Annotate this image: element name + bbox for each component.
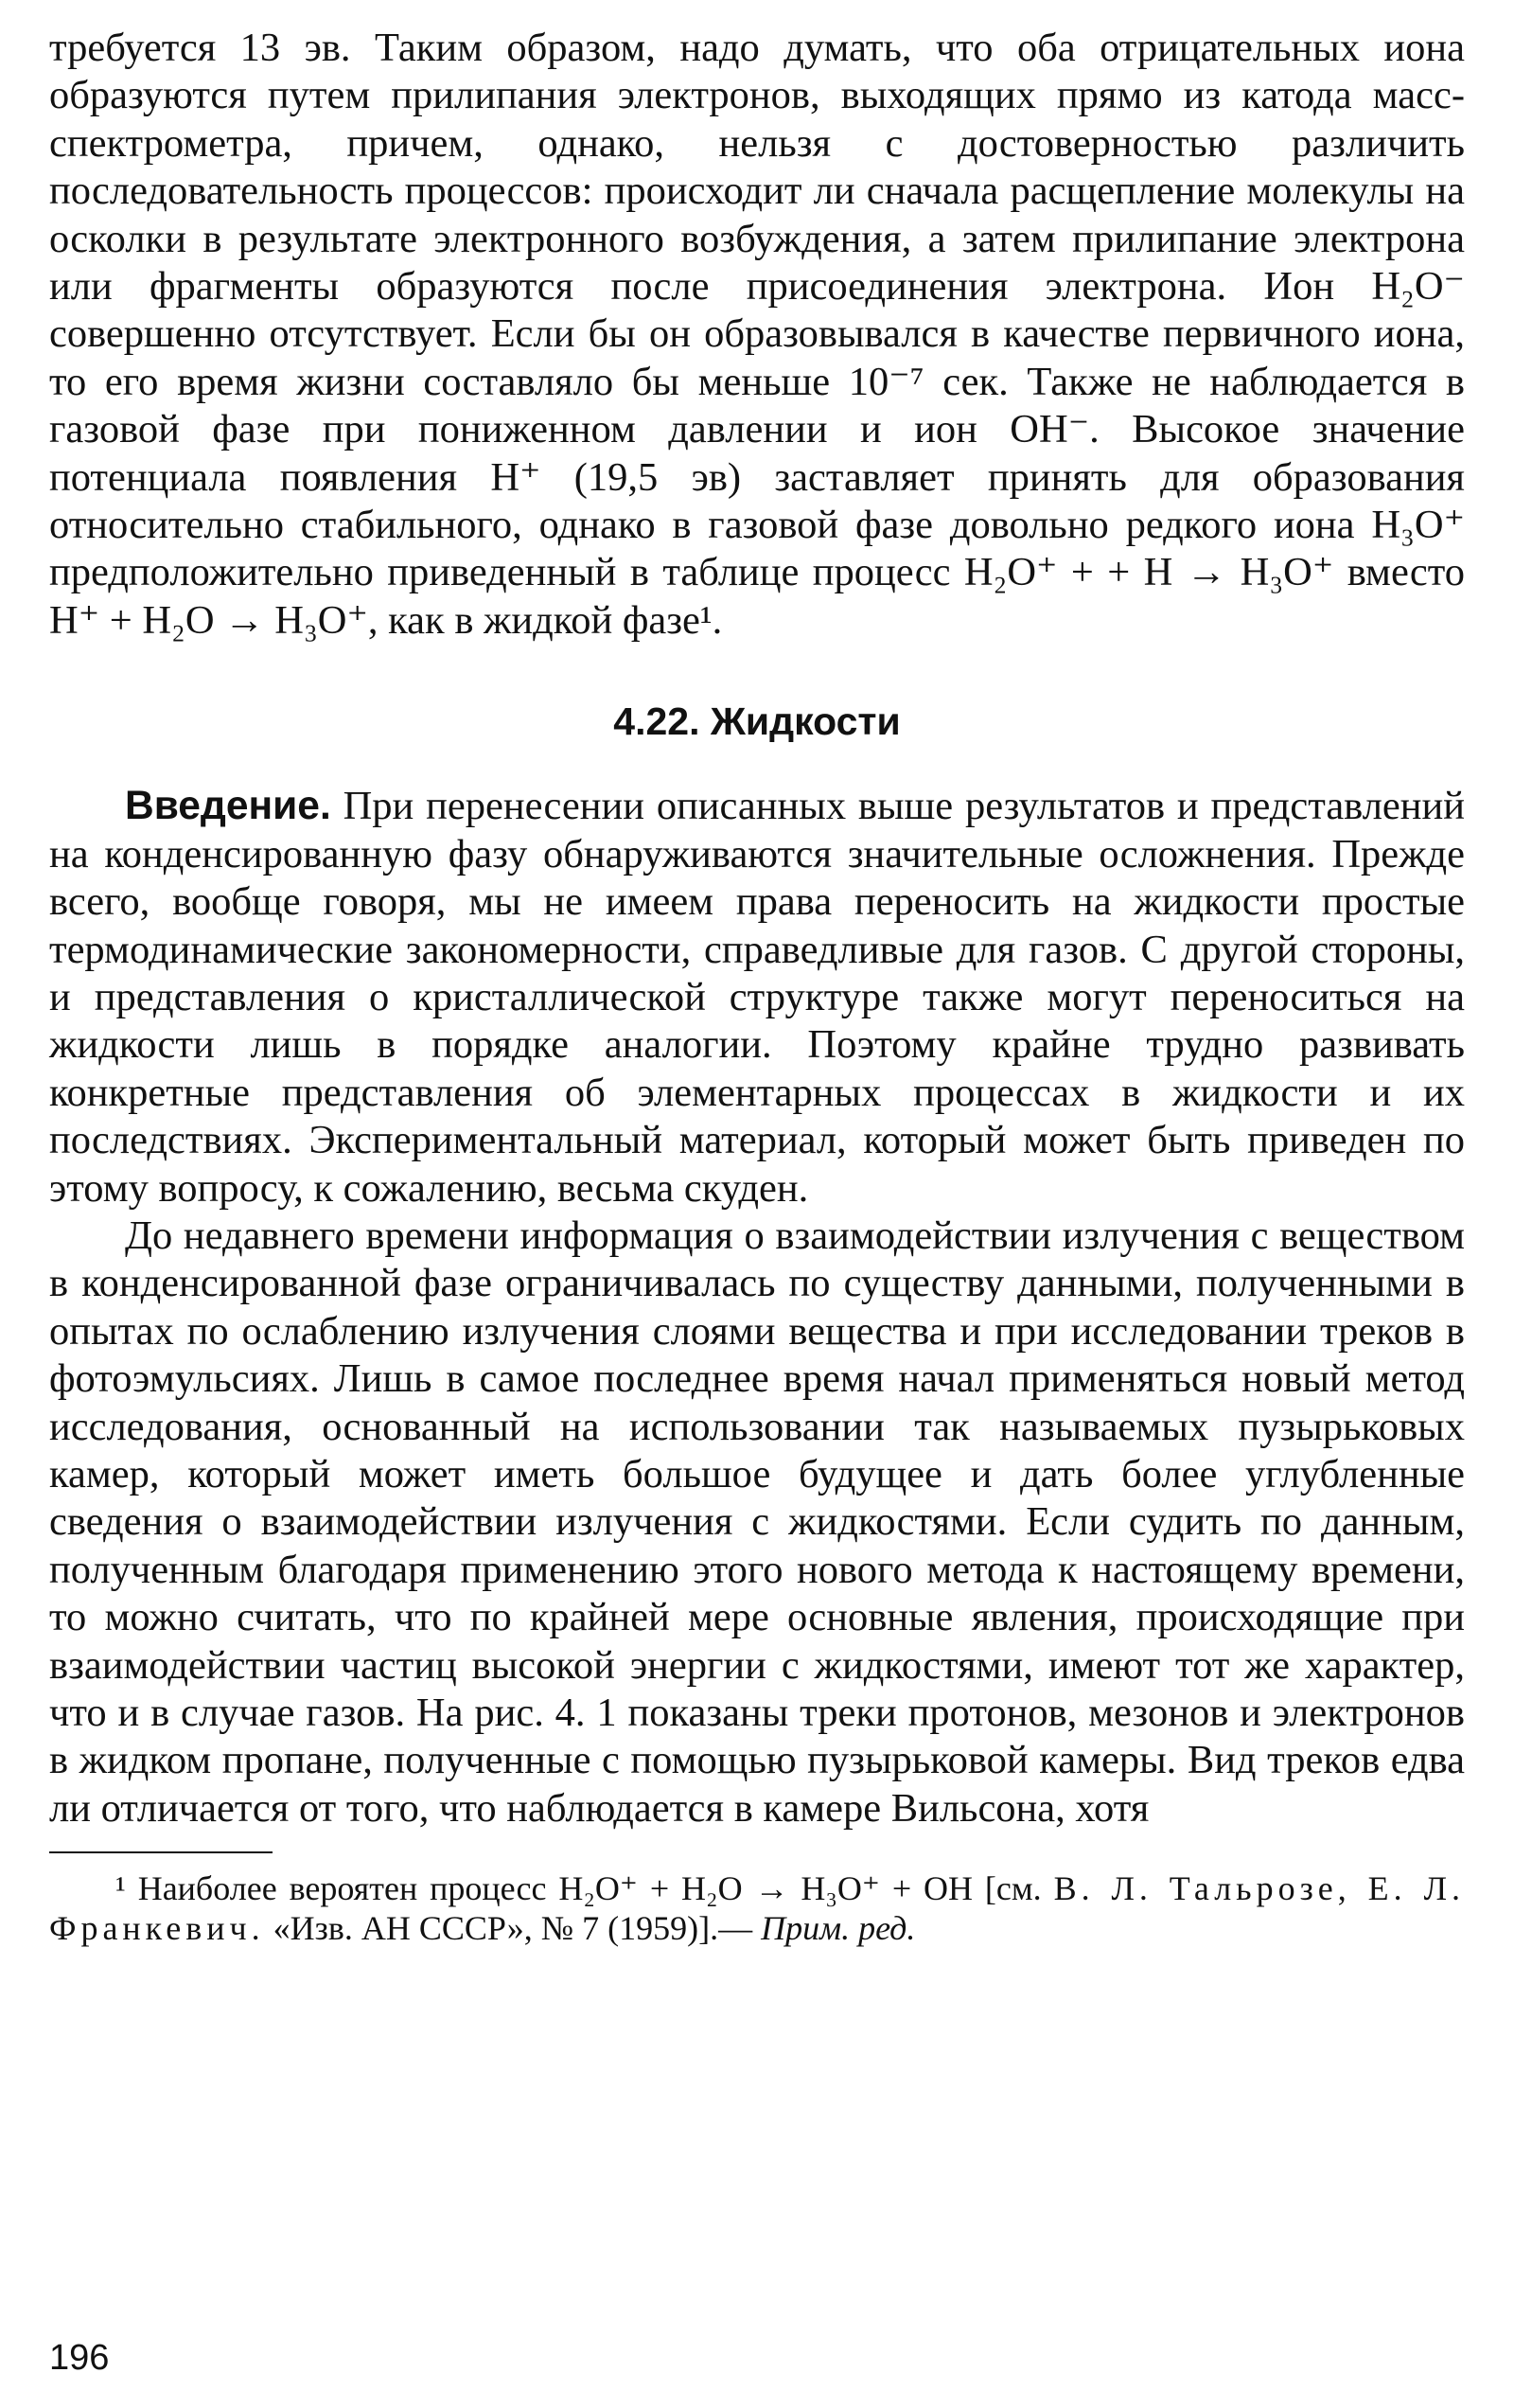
section-heading: 4.22. Жидкости	[613, 699, 901, 744]
paragraph-history: До недавнего времени информация о взаимодействии излучения с веществом в конденсированной фазе ограничивалась по существу данными, полученными в опытах по ослаблению излучения слоями вещества и при исследовании треков в фотоэмульсиях. Лишь в самое последнее время начал применяться новый метод исследования, основанный на использовании так называемых пузырьковых камер, который может иметь большое будущее и дать более углубленные сведения о взаимодействии излучения с жидкостями. Если судить по данным, полученным благодаря применению этого нового метода к настоящему времени, то можно считать, что по крайней мере основные явления, происходящие при взаимодействии частиц высокой энергии с жидкостями, имеют тот же характер, что и в случае газов. На рис. 4. 1 показаны треки протонов, мезонов и электронов в жидком пропане, полученные с помощью пузырьковой камеры. Вид треков едва ли отличается от того, что наблюдается в камере Вильсона, хотя	[49, 1213, 1465, 1831]
footnote-editor-note: Прим. ред.	[761, 1909, 916, 1948]
paragraph-introduction	[49, 783, 1465, 1213]
page-number: 196	[49, 2338, 110, 2378]
footnote	[49, 1868, 1465, 1948]
footnote-text-a: ¹ Наиболее вероятен процесс H₂O⁺ + H₂O → H₃O⁺ + OH [см.	[115, 1869, 1054, 1908]
page-content	[49, 25, 1465, 1948]
footnote-authors: В. Л. Тальрозе, Е. Л. Франкевич.	[49, 1869, 1465, 1948]
introduction-body: При перенесении описанных выше результатов и представлений на конденсированную фазу обнаруживаются значительные осложнения. Прежде всего, вообще говоря, мы не имеем права переносить на жидкости простые термодинамические закономерности, справедливые для газов. С другой стороны, и представления о кристаллической структуре также могут переноситься на жидкости лишь в порядке аналогии. Поэтому крайне трудно развивать конкретные представления об элементарных процессах в жидкости и их последствиях. Экспериментальный материал, который может быть приведен по этому вопросу, к сожалению, весьма скуден.	[49, 784, 1465, 1211]
footnote-divider	[49, 1851, 273, 1853]
introduction-lead: Введение.	[125, 784, 331, 829]
paragraph-continued: требуется 13 эв. Таким образом, надо думать, что оба отрицательных иона образуются путем прилипания электронов, выходящих прямо из катода масс-спектрометра, причем, однако, нельзя с достоверностью различить последовательность процессов: происходит ли сначала расщепление молекулы на осколки в результате электронного возбуждения, а затем прилипание электрона или фрагменты образуются после присоединения электрона. Ион H₂O⁻ совершенно отсутствует. Если бы он образовывался в качестве первичного иона, то его время жизни составляло бы меньше 10⁻⁷ сек. Также не наблюдается в газовой фазе при пониженном давлении и ион OH⁻. Высокое значение потенциала появления H⁺ (19,5 эв) заставляет принять для образования относительно стабильного, однако в газовой фазе довольно редкого иона H₃O⁺ предположительно приведенный в таблице процесс H₂O⁺ + + H → H₃O⁺ вместо H⁺ + H₂O → H₃O⁺, как в жидкой фазе¹.	[49, 26, 1465, 643]
footnote-text-b: «Изв. АН СССР», № 7 (1959)].—	[264, 1909, 762, 1948]
